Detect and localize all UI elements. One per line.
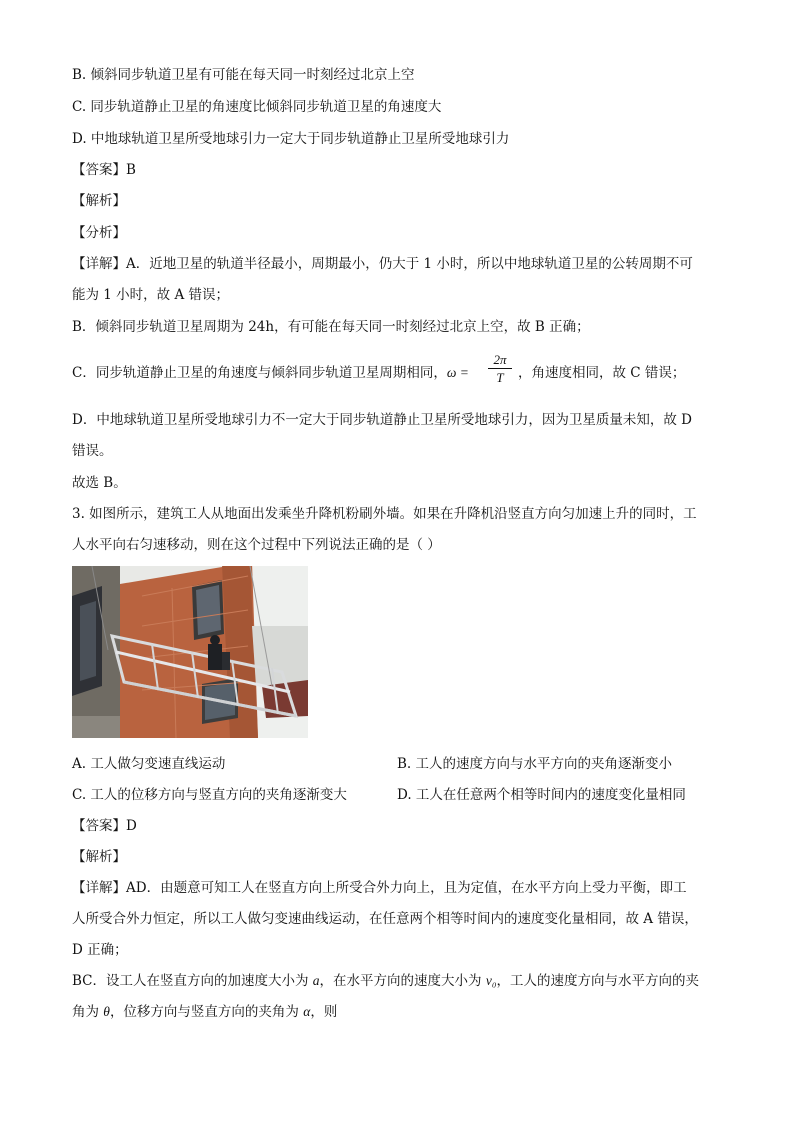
detail-d-line2: 错误。 <box>72 443 113 459</box>
analysis-label: 【解析】 <box>72 193 126 209</box>
question3-line1: 3. 如图所示，建筑工人从地面出发乘坐升降机粉刷外墙。如果在升降机沿竖直方向匀加速上升的同时，工 <box>72 506 697 522</box>
symbol-theta: θ <box>103 1004 110 1019</box>
option-d-line: D. 中地球轨道卫星所受地球引力一定大于同步轨道静止卫星所受地球引力 <box>72 131 510 147</box>
detail-d-line1: D．中地球轨道卫星所受地球引力不一定大于同步轨道静止卫星所受地球引力，因为卫星质量未知，故 D <box>72 412 692 428</box>
detail3-ad-line3: D 正确； <box>72 942 128 958</box>
bc-text-2: ，在水平方向的速度大小为 <box>319 973 486 989</box>
analysis3-label: 【解析】 <box>72 849 126 865</box>
omega-fraction <box>488 352 512 385</box>
detail3-ad-line2: 人所受合外力恒定，所以工人做匀变速曲线运动，在任意两个相等时间内的速度变化量相同，故 A 错误， <box>72 911 698 927</box>
detail-c-tail: ，角速度相同，故 C 错误； <box>518 365 686 381</box>
bc-text-6: ，则 <box>310 1004 338 1020</box>
omega-symbol: ω = <box>446 365 469 380</box>
construction-photo <box>72 566 308 738</box>
detail-c-line <box>72 364 469 382</box>
bc-text-5: ，位移方向与竖直方向的夹角为 <box>109 1004 304 1020</box>
choose-line: 故选 B。 <box>72 475 127 491</box>
symbol-alpha: α <box>303 1004 311 1019</box>
bc-text-1: BC．设工人在竖直方向的加速度大小为 <box>72 973 313 989</box>
detail3-bc-line2 <box>72 1003 337 1021</box>
symbol-a: a <box>312 973 320 988</box>
detail-a-line1: 【详解】A．近地卫星的轨道半径最小，周期最小，仍大于 1 小时，所以中地球轨道卫星的公转周期不可 <box>72 256 693 272</box>
bc-text-4: 角为 <box>72 1004 104 1020</box>
fenxi-label: 【分析】 <box>72 225 126 241</box>
detail3-bc-line1 <box>72 972 699 990</box>
fraction-denominator: T <box>496 370 504 385</box>
detail-c-text: C．同步轨道静止卫星的角速度与倾斜同步轨道卫星周期相同， <box>72 365 447 381</box>
symbol-v0: v₀ <box>485 973 497 988</box>
question3-option-c: C. 工人的位移方向与竖直方向的夹角逐渐变大 <box>72 787 347 803</box>
question3-option-b: B. 工人的速度方向与水平方向的夹角逐渐变小 <box>397 756 673 772</box>
fraction-bar <box>488 368 512 369</box>
fraction-numerator: 2π <box>493 352 507 367</box>
question3-line2: 人水平向右匀速移动，则在这个过程中下列说法正确的是（ ） <box>72 537 441 553</box>
answer-label: 【答案】B <box>72 162 136 178</box>
detail3-ad-line1: 【详解】AD．由题意可知工人在竖直方向上所受合外力向上，且为定值，在水平方向上受力平衡，即工 <box>72 880 687 896</box>
option-b-line: B. 倾斜同步轨道卫星有可能在每天同一时刻经过北京上空 <box>72 67 415 83</box>
answer3-label: 【答案】D <box>72 818 137 834</box>
question3-option-d: D. 工人在任意两个相等时间内的速度变化量相同 <box>397 787 686 803</box>
detail-b-line: B．倾斜同步轨道卫星周期为 24h，有可能在每天同一时刻经过北京上空，故 B 正确； <box>72 319 590 335</box>
detail-a-line2: 能为 1 小时，故 A 错误； <box>72 287 230 303</box>
bc-text-3: ，工人的速度方向与水平方向的夹 <box>496 973 700 989</box>
option-c-line: C. 同步轨道静止卫星的角速度比倾斜同步轨道卫星的角速度大 <box>72 99 442 115</box>
question3-option-a: A. 工人做匀变速直线运动 <box>72 756 226 772</box>
